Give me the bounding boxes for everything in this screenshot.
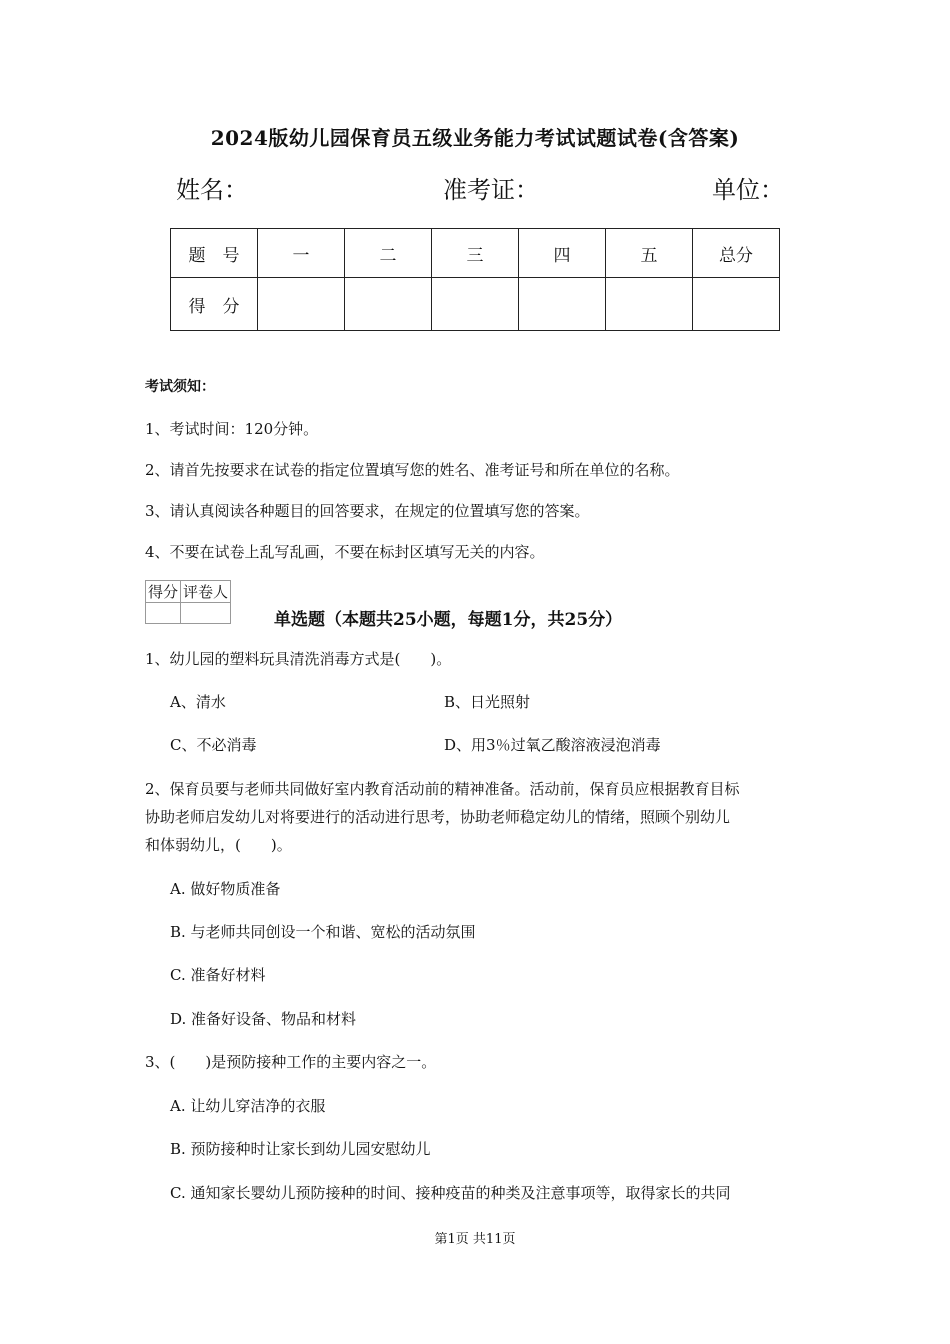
- section-heading: 单选题（本题共25小题，每题1分，共25分）: [274, 610, 623, 630]
- score-table-header-row: [171, 229, 780, 278]
- score-entry-cell[interactable]: [345, 278, 432, 331]
- question-stem: 3、( )是预防接种工作的主要内容之一。: [145, 1053, 437, 1071]
- score-entry-cell[interactable]: [693, 278, 780, 331]
- question-stem: 协助老师启发幼儿对将要进行的活动进行思考，协助老师稳定幼儿的情绪，照顾个别幼儿: [145, 808, 731, 826]
- option-a: A. 做好物质准备: [170, 880, 281, 898]
- question-stem: 1、幼儿园的塑料玩具清洗消毒方式是( )。: [145, 650, 452, 668]
- score-table-cell: 三: [432, 229, 519, 278]
- grader-box: [145, 580, 231, 624]
- score-table-cell: 二: [345, 229, 432, 278]
- score-table-cell: 题 号: [171, 229, 258, 278]
- option-b: B. 与老师共同创设一个和谐、宽松的活动氛围: [170, 923, 476, 941]
- question-stem: 2、保育员要与老师共同做好室内教育活动前的精神准备。活动前，保育员应根据教育目标: [145, 780, 740, 798]
- notice-item: 3、请认真阅读各种题目的回答要求，在规定的位置填写您的答案。: [145, 502, 590, 520]
- option-d: D. 准备好设备、物品和材料: [170, 1010, 357, 1028]
- score-entry-cell[interactable]: [519, 278, 606, 331]
- score-entry-cell[interactable]: [606, 278, 693, 331]
- option-b: B、日光照射: [444, 693, 531, 711]
- exam-title: 2024版幼儿园保育员五级业务能力考试试题试卷(含答案): [210, 126, 740, 150]
- option-a: A、清水: [170, 693, 226, 711]
- score-entry-cell[interactable]: [258, 278, 345, 331]
- option-c: C. 准备好材料: [170, 966, 266, 984]
- score-table-cell: 五: [606, 229, 693, 278]
- option-c: C、不必消毒: [170, 736, 257, 754]
- score-table-score-row: [171, 278, 780, 331]
- option-b: B. 预防接种时让家长到幼儿园安慰幼儿: [170, 1140, 431, 1158]
- grader-score-label: 得分: [146, 581, 181, 603]
- question-stem: 和体弱幼儿，( )。: [145, 836, 292, 854]
- notice-item: 2、请首先按要求在试卷的指定位置填写您的姓名、准考证号和所在单位的名称。: [145, 461, 680, 479]
- score-table: [170, 228, 780, 331]
- name-label: 姓名：: [176, 176, 248, 204]
- grader-name-label: 评卷人: [181, 581, 231, 603]
- score-entry-cell[interactable]: [432, 278, 519, 331]
- notice-title: 考试须知：: [145, 379, 215, 395]
- unit-label: 单位：: [712, 176, 784, 204]
- score-table-cell: 得 分: [171, 278, 258, 331]
- option-a: A. 让幼儿穿洁净的衣服: [170, 1097, 326, 1115]
- score-table-cell: 四: [519, 229, 606, 278]
- option-c: C. 通知家长婴幼儿预防接种的时间、接种疫苗的种类及注意事项等，取得家长的共同: [170, 1184, 731, 1202]
- score-table-cell: 一: [258, 229, 345, 278]
- page-footer: 第1页 共11页: [434, 1232, 516, 1247]
- notice-item: 4、不要在试卷上乱写乱画，不要在标封区填写无关的内容。: [145, 543, 545, 561]
- grader-score-cell[interactable]: [146, 603, 181, 624]
- score-table-cell: 总分: [693, 229, 780, 278]
- grader-name-cell[interactable]: [181, 603, 231, 624]
- option-d: D、用3％过氧乙酸溶液浸泡消毒: [444, 736, 661, 754]
- exam-number-label: 准考证：: [443, 176, 539, 204]
- notice-item: 1、考试时间：120分钟。: [145, 420, 319, 438]
